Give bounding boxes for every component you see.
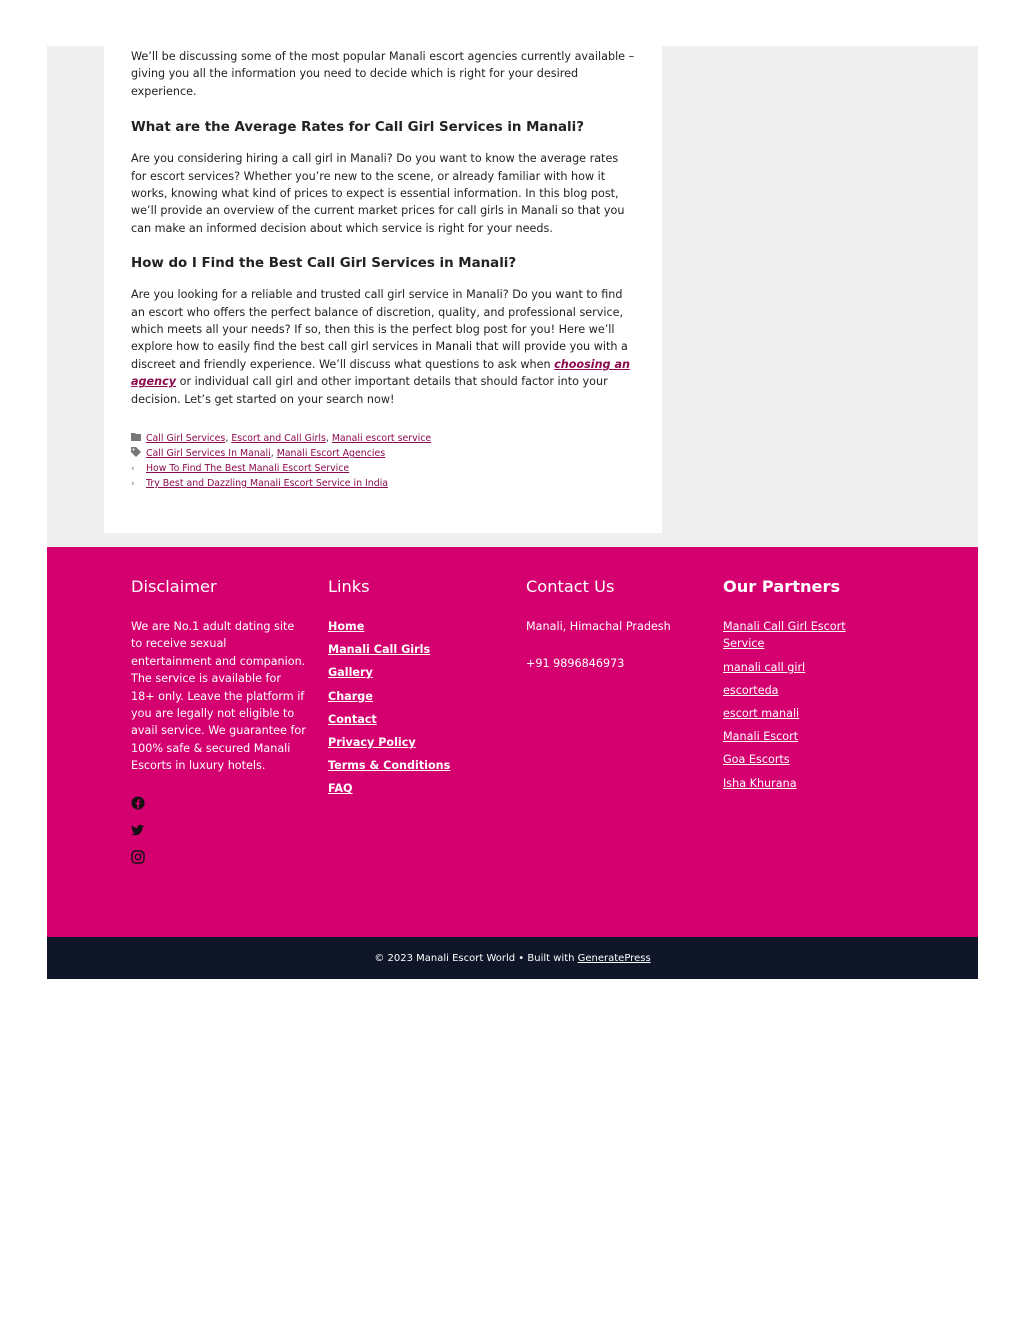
category-link-escort-and-call-girls[interactable]: Escort and Call Girls (231, 433, 326, 445)
tag-separator: , (270, 448, 274, 460)
footer-link-home[interactable]: Home (328, 620, 365, 633)
entry-meta (131, 432, 635, 491)
footer-link-privacy-policy[interactable]: Privacy Policy (328, 736, 416, 750)
footer-link-contact[interactable]: Contact (328, 712, 377, 726)
copyright-label: © 2023 Manali Escort World • Built with (374, 952, 578, 964)
heading-find-best: How do I Find the Best Call Girl Services in Manali? (131, 256, 517, 272)
tag-icon (131, 447, 146, 463)
footer-link-gallery[interactable]: Gallery (328, 666, 373, 680)
footer-link-terms-conditions[interactable]: Terms & Conditions (328, 759, 451, 773)
partner-link-manali-call-girl[interactable]: manali call girl (723, 660, 806, 674)
partner-link-goa-escorts[interactable]: Goa Escorts (723, 753, 790, 767)
partners-list (723, 618, 873, 792)
footer-widgets (47, 547, 978, 937)
disclaimer-widget (131, 577, 306, 876)
tag-link-manali-escort-agencies[interactable]: Manali Escort Agencies (276, 448, 386, 460)
partner-link-escorteda[interactable]: escorteda (723, 683, 779, 697)
chevron-left-icon: ‹ (131, 464, 135, 475)
paragraph-find-best-end: or individual call girl and other important details that should factor into your decision. Let’s get started on your search now! (131, 375, 608, 406)
footer-links-list (328, 618, 503, 798)
partners-widget (723, 577, 873, 798)
paragraph-find-best-start: Are you looking for a reliable and trusted call girl service in Manali? Do you want to find an escort who offers the perfect balance of discretion, quality, and professional service, which meets all your needs? If so, then this is the perfect blog post for you! Here we’ll explore how to easily find the best call girl services in Manali that will provide you with a discreet and friendly experience. We’ll discuss what questions to ask when (131, 288, 628, 371)
next-post-link[interactable]: Try Best and Dazzling Manali Escort Service in India (146, 477, 389, 489)
folder-icon (131, 432, 146, 447)
partner-link-isha-khurana[interactable]: Isha Khurana (723, 776, 797, 790)
links-widget (328, 577, 503, 804)
category-link-call-girl-services[interactable]: Call Girl Services (146, 433, 226, 445)
disclaimer-title: Disclaimer (131, 577, 217, 596)
twitter-icon[interactable] (131, 822, 146, 837)
previous-post-row (131, 462, 635, 477)
category-separator: , (225, 433, 229, 445)
partner-link-escort-manali[interactable]: escort manali (723, 707, 800, 721)
article-intro: We’ll be discussing some of the most popular Manali escort agencies currently available – giving you all the information you need to decide which is right for your desired experience. (131, 50, 635, 98)
choosing-an-agency-link[interactable]: choosing an agency (131, 357, 630, 389)
footer-link-manali-call-girls[interactable]: Manali Call Girls (328, 643, 431, 657)
chevron-right-icon: › (131, 478, 135, 489)
paragraph-average-rates: Are you considering hiring a call girl in Manali? Do you want to know the average rates for escort services? Whether you’re new to the scene, or already familiar with how it works, knowing what kind of prices to expect is essential information. In this blog post, we’ll provide an overview of the current market prices for call girls in Manali so that you can make an informed decision about which service is right for your needs. (131, 152, 625, 235)
partner-link-manali-call-girl-escort-service[interactable]: Manali Call Girl Escort Service (723, 620, 846, 651)
generatepress-link[interactable]: GeneratePress (577, 952, 651, 964)
tags-row (131, 447, 635, 463)
contact-location: Manali, Himachal Pradesh (526, 620, 671, 633)
instagram-icon[interactable] (131, 849, 146, 864)
partner-link-manali-escort[interactable]: Manali Escort (723, 730, 799, 744)
paragraph-find-best (131, 286, 635, 408)
categories-row (131, 432, 635, 447)
copyright-text (374, 953, 650, 964)
article (104, 46, 662, 533)
category-separator: , (325, 433, 329, 445)
social-icons (131, 795, 306, 864)
heading-average-rates: What are the Average Rates for Call Girl Services in Manali? (131, 120, 584, 136)
links-title: Links (328, 577, 370, 596)
contact-details (526, 618, 701, 673)
site-info-bar (47, 937, 978, 979)
footer-link-charge[interactable]: Charge (328, 689, 373, 703)
facebook-icon[interactable] (131, 795, 146, 810)
disclaimer-text: We are No.1 adult dating site to receive sexual entertainment and companion. The service is available for 18+ only. Leave the platform if you are legally not eligible to avail service. We guarantee for 100% safe & secured Manali Escorts in luxury hotels. (131, 620, 306, 773)
category-link-manali-escort-service[interactable]: Manali escort service (331, 433, 432, 445)
previous-post-link[interactable]: How To Find The Best Manali Escort Service (146, 463, 350, 475)
contact-title: Contact Us (526, 577, 615, 596)
footer-link-faq[interactable]: FAQ (328, 782, 353, 796)
next-post-row (131, 477, 635, 492)
contact-phone: +91 9896846973 (526, 657, 625, 671)
content-area (47, 46, 978, 547)
site-container (47, 46, 978, 979)
partners-title: Our Partners (723, 577, 841, 596)
tag-link-call-girl-services-in-manali[interactable]: Call Girl Services In Manali (146, 448, 271, 460)
contact-widget (526, 577, 701, 693)
